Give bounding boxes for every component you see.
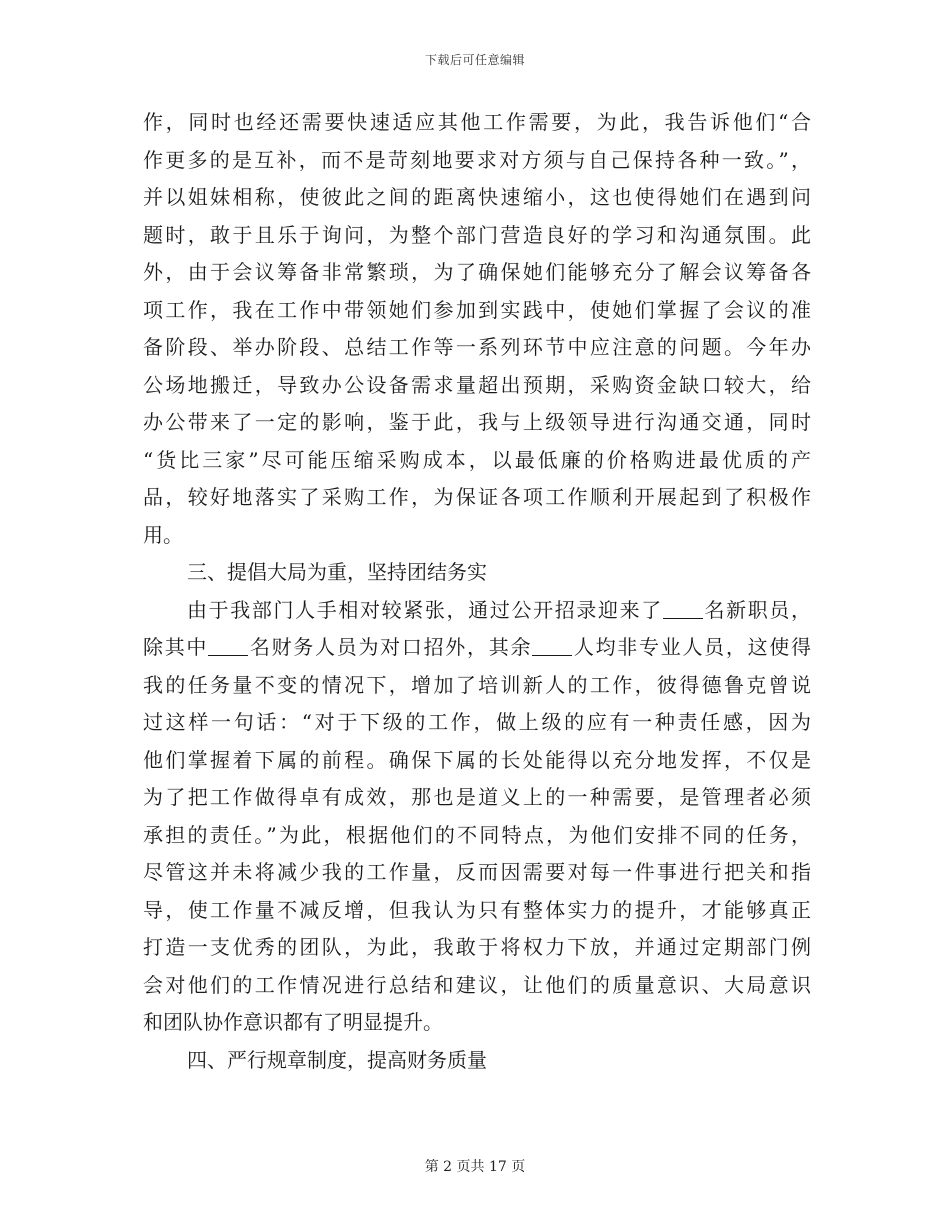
paragraph-line: 会对他们的工作情况进行总结和建议，让他们的质量意识、大局意识 (143, 972, 811, 997)
paragraph-line: 打造一支优秀的团队，为此，我敢于将权力下放，并通过定期部门例 (143, 935, 811, 959)
section-heading-4: 四、严行规章制度，提高财务质量 (187, 1047, 487, 1072)
section-heading-3: 三、提倡大局为重，坚持团结务实 (187, 560, 487, 584)
paragraph-text: 名财务人员为对口招外，其余 (248, 635, 533, 659)
paragraph-line: 办公带来了一定的影响，鉴于此，我与上级领导进行沟通交通，同时 (143, 410, 811, 434)
paragraph-line: 并以姐妹相称，使彼此之间的距离快速缩小，这也使得她们在遇到问 (143, 185, 811, 209)
paragraph-line: 尽管这并未将减少我的工作量，反而因需要对每一件事进行把关和指 (143, 860, 811, 884)
paragraph-line: 公场地搬迁，导致办公设备需求量超出预期，采购资金缺口较大，给 (143, 372, 811, 397)
page-header: 下载后可任意编辑 (424, 53, 525, 67)
paragraph-line: 题时，敢于且乐于询问，为整个部门营造良好的学习和沟通氛围。此 (143, 222, 811, 247)
paragraph-line: 备阶段、举办阶段、总结工作等一系列环节中应注意的问题。今年办 (143, 335, 811, 359)
paragraph-line: 用。 (143, 522, 183, 547)
paragraph-text: 人均非专业人员，这使得 (572, 635, 812, 659)
paragraph-line: 作，同时也经还需要快速适应其他工作需要，为此，我告诉他们“合 (143, 110, 811, 134)
paragraph-line: 导，使工作量不减反增，但我认为只有整体实力的提升，才能够真正 (143, 897, 811, 922)
paragraph-text: 名新职员， (702, 597, 812, 622)
paragraph-line: 外，由于会议筹备非常繁琐，为了确保她们能够充分了解会议筹备各 (143, 260, 811, 284)
paragraph-line: 和团队协作意识都有了明显提升。 (143, 1010, 443, 1034)
paragraph-line: “货比三家”尽可能压缩采购成本，以最低廉的价格购进最优质的产 (143, 447, 811, 472)
document-body (143, 104, 811, 1079)
paragraph-line: 我的任务量不变的情况下，增加了培训新人的工作，彼得德鲁克曾说 (143, 672, 811, 697)
paragraph-text: 由于我部门人手相对较紧张，通过公开招录迎来了 (187, 597, 663, 622)
paragraph-line: 项工作，我在工作中带领她们参加到实践中，使她们掌握了会议的准 (143, 297, 811, 322)
paragraph-line: 他们掌握着下属的前程。确保下属的长处能得以充分地发挥，不仅是 (143, 747, 811, 772)
fill-in-blank (208, 637, 248, 656)
paragraph-line: 品，较好地落实了采购工作，为保证各项工作顺利开展起到了积极作 (143, 485, 811, 509)
paragraph-line (143, 629, 811, 667)
paragraph-text: 除其中 (143, 635, 209, 659)
paragraph-line: 作更多的是互补，而不是苛刻地要求对方须与自己保持各种一致。”， (143, 147, 811, 172)
fill-in-blank (532, 637, 572, 656)
paragraph-line: 过这样一句话：“对于下级的工作，做上级的应有一种责任感，因为 (143, 710, 811, 734)
paragraph-line: 为了把工作做得卓有成效，那也是道义上的一种需要，是管理者必须 (143, 785, 811, 809)
paragraph-line (143, 592, 811, 630)
fill-in-blank (663, 600, 703, 619)
page-number-footer: 第 2 页共 17 页 (424, 1159, 526, 1175)
paragraph-line: 承担的责任。”为此，根据他们的不同特点，为他们安排不同的任务， (143, 822, 811, 847)
